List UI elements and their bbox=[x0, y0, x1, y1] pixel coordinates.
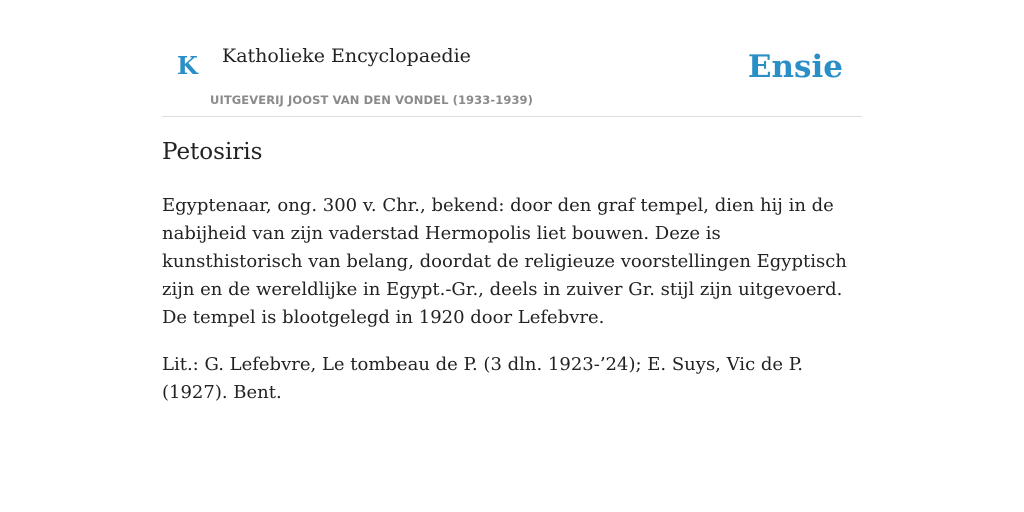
page bbox=[162, 0, 862, 403]
article-body bbox=[162, 192, 862, 426]
ensie-brand-link[interactable]: Ensie bbox=[747, 49, 843, 85]
logo-icon[interactable]: K bbox=[177, 51, 198, 80]
article-paragraph: Egyptenaar, ong. 300 v. Chr., bekend: door den graf tempel, dien hij in de nabijheid van zijn vaderstad Hermopolis liet bouwen. Deze is kunsthistorisch van belang, doordat de religieuze voorstellingen Egyptisch zijn en de wereldlijke in Egypt.-Gr., deels in zuiver Gr. stijl zijn uitgevoerd. De tempel is blootgelegd in 1920 door Lefebvre. bbox=[162, 195, 847, 328]
site-header bbox=[162, 0, 862, 117]
article-title: Petosiris bbox=[162, 139, 263, 165]
article-literature: Lit.: G. Lefebvre, Le tombeau de P. (3 dln. 1923-’24); E. Suys, Vic de P. (1927). Bent. bbox=[162, 354, 803, 403]
publisher-subtitle: UITGEVERIJ JOOST VAN DEN VONDEL (1933-1939) bbox=[210, 93, 533, 107]
site-title-link[interactable]: Katholieke Encyclopaedie bbox=[222, 45, 471, 67]
